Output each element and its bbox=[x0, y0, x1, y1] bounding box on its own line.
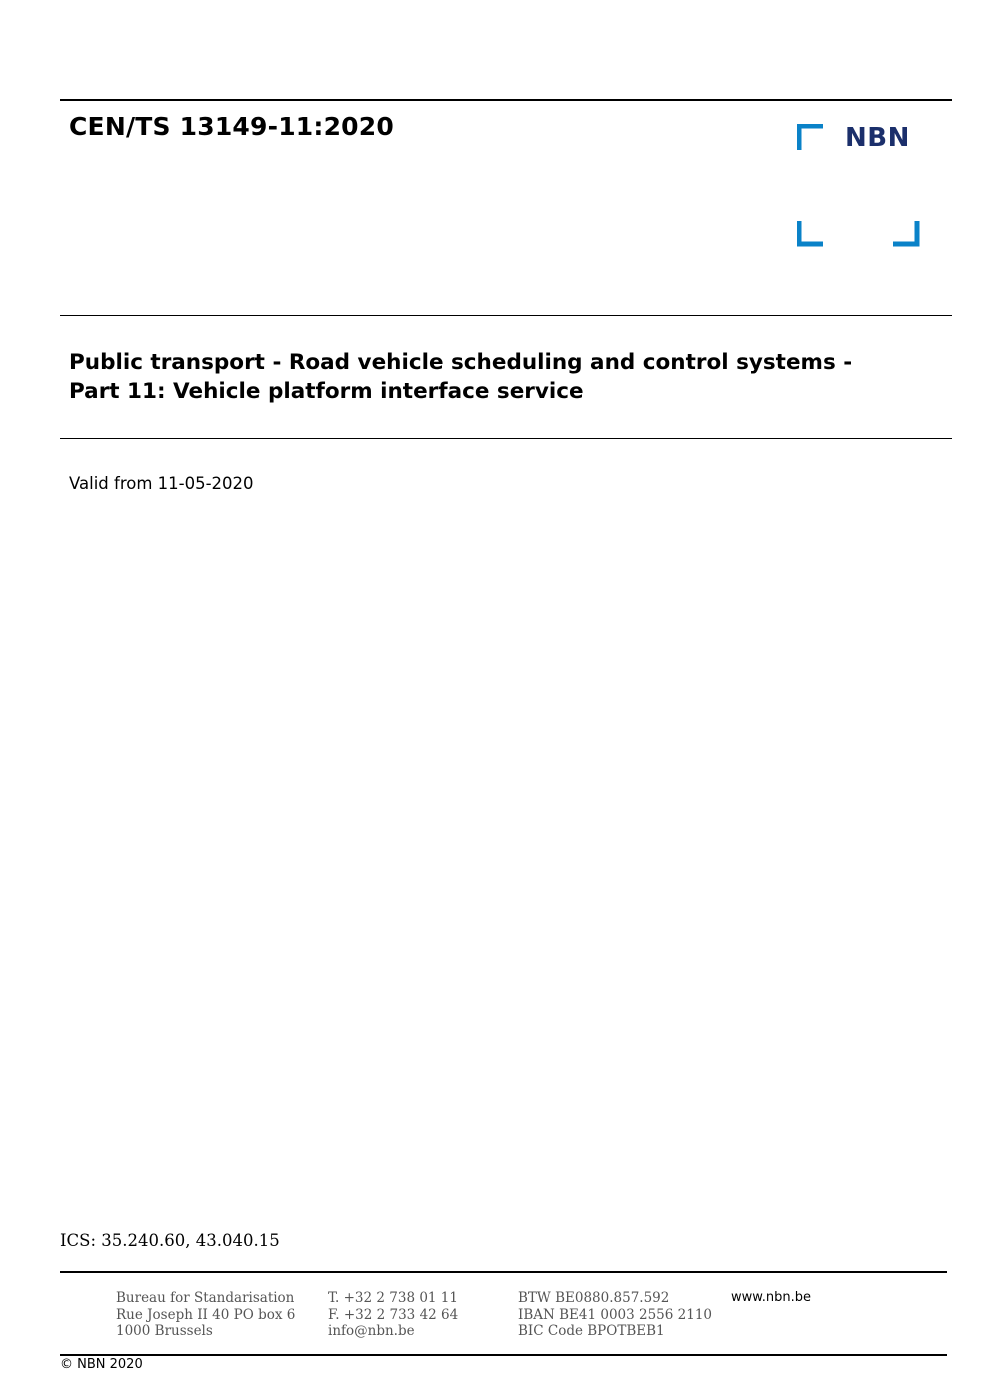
document-title: CEN/TS 13149-11:2020 bbox=[69, 112, 394, 141]
nbn-logo bbox=[797, 124, 921, 248]
footer-bank bbox=[518, 1290, 712, 1340]
valid-from: Valid from 11-05-2020 bbox=[69, 474, 254, 493]
subtitle-divider bbox=[60, 438, 952, 439]
address-line: Rue Joseph II 40 PO box 6 bbox=[116, 1306, 296, 1323]
website-link[interactable]: www.nbn.be bbox=[731, 1290, 811, 1305]
ics-codes: ICS: 35.240.60, 43.040.15 bbox=[60, 1231, 280, 1250]
address-line: 1000 Brussels bbox=[116, 1323, 213, 1339]
footer-website bbox=[731, 1290, 811, 1307]
subtitle-line-1: Public transport - Road vehicle scheduling and control systems - bbox=[69, 350, 853, 375]
subtitle-line-2: Part 11: Vehicle platform interface service bbox=[69, 379, 584, 404]
email-link[interactable]: info@nbn.be bbox=[328, 1323, 415, 1339]
bic-code: BIC Code BPOTBEB1 bbox=[518, 1323, 665, 1339]
logo-text: NBN bbox=[845, 123, 910, 153]
top-rule bbox=[60, 99, 952, 101]
address-line: Bureau for Standarisation bbox=[116, 1290, 295, 1306]
fax-number: F. +32 2 733 42 64 bbox=[328, 1306, 459, 1323]
footer-bottom-rule bbox=[60, 1354, 947, 1356]
footer-contact bbox=[328, 1290, 458, 1340]
vat-number: BTW BE0880.857.592 bbox=[518, 1290, 670, 1306]
iban-number: IBAN BE41 0003 2556 2110 bbox=[518, 1306, 713, 1323]
document-subtitle bbox=[69, 348, 852, 406]
title-divider bbox=[60, 315, 952, 316]
footer-top-rule bbox=[60, 1271, 947, 1273]
footer-address bbox=[116, 1290, 295, 1340]
copyright: © NBN 2020 bbox=[60, 1357, 143, 1372]
phone-number: T. +32 2 738 01 11 bbox=[328, 1290, 458, 1306]
